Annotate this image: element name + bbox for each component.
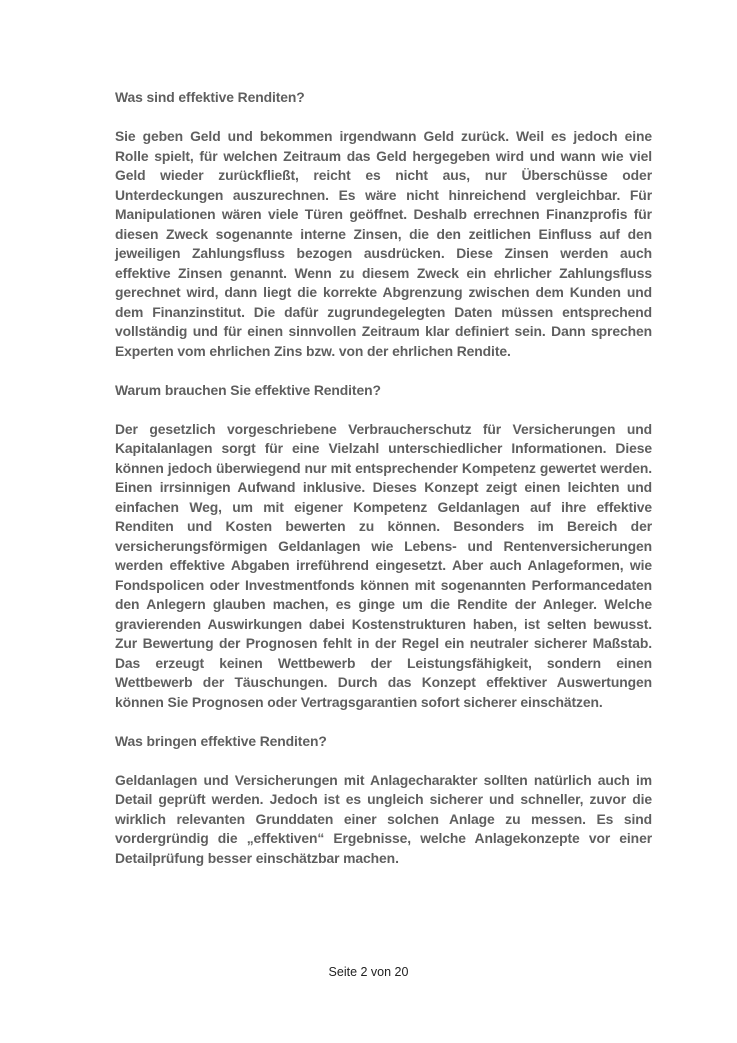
section-heading-what: Was sind effektive Renditen? <box>115 89 305 105</box>
section-heading-benefit: Was bringen effektive Renditen? <box>115 732 327 749</box>
section-paragraph-benefit: Geldanlagen und Versicherungen mit Anlagecharakter sollten natürlich auch im Detail geprüft werden. Jedoch ist es ungleich sicherer und schneller, zuvor die wirklich relevanten Grunddaten einer solchen Anlage zu messen. Es sind vordergründig die „effektiven“ Ergebnisse, welche Anlagekonzepte vor einer Detailprüfung besser einschätzbar machen. <box>115 771 652 866</box>
section-paragraph-what: Sie geben Geld und bekommen irgendwann Geld zurück. Weil es jedoch eine Rolle spielt, für welchen Zeitraum das Geld hergegeben wird und wann wie viel Geld wieder zurückfließt, reicht es nicht aus, nur Überschüsse oder Unterdeckungen auszurechnen. Es wäre nicht hinreichend vergleichbar. Für Manipulationen wären viele Türen geöffnet. Deshalb errechnen Finanzprofis für diesen Zweck sogenannte interne Zinsen, die den zeitlichen Einfluss auf den jeweiligen Zahlungsfluss bezogen ausdrücken. Diese Zinsen werden auch effektive Zinsen genannt. Wenn zu diesem Zweck ein ehrlicher Zahlungsfluss gerechnet wird, dann liegt die korrekte Abgrenzung zwischen dem Kunden und dem Finanzinstitut. Die dafür zugrundegelegten Daten müssen entsprechend vollständig und für einen sinnvollen Zeitraum klar definiert sein. Dann sprechen Experten vom ehrlichen Zins bzw. von der ehrlichen Rendite. <box>115 128 652 359</box>
document-body <box>115 88 652 888</box>
section-heading-why: Warum brauchen Sie effektive Renditen? <box>115 381 381 398</box>
page-number-footer: Seite 2 von 20 <box>328 965 409 979</box>
section-paragraph-why: Der gesetzlich vorgeschriebene Verbraucherschutz für Versicherungen und Kapitalanlagen sorgt für eine Vielzahl unterschiedlicher Informationen. Diese können jedoch überwiegend nur mit entsprechender Kompetenz gewertet werden. Einen irrsinnigen Aufwand inklusive. Dieses Konzept zeigt einen leichten und einfachen Weg, um mit eigener Kompetenz Geldanlagen auf ihre effektive Renditen und Kosten bewerten zu können. Besonders im Bereich der versicherungsförmigen Geldanlagen wie Lebens- und Rentenversicherungen werden effektive Abgaben irreführend eingesetzt. Aber auch Anlageformen, wie Fondspolicen oder Investmentfonds können mit sogenannten Performancedaten den Anlegern glauben machen, es ginge um die Rendite der Anleger. Welche gravierenden Auswirkungen dabei Kostenstrukturen haben, ist selten bewusst. Zur Bewertung der Prognosen fehlt in der Regel ein neutraler sicherer Maßstab. Das erzeugt keinen Wettbewerb der Leistungsfähigkeit, sondern einen Wettbewerb der Täuschungen. Durch das Konzept effektiver Auswertungen können Sie Prognosen oder Vertragsgarantien sofort sicherer einschätzen. <box>115 420 652 710</box>
